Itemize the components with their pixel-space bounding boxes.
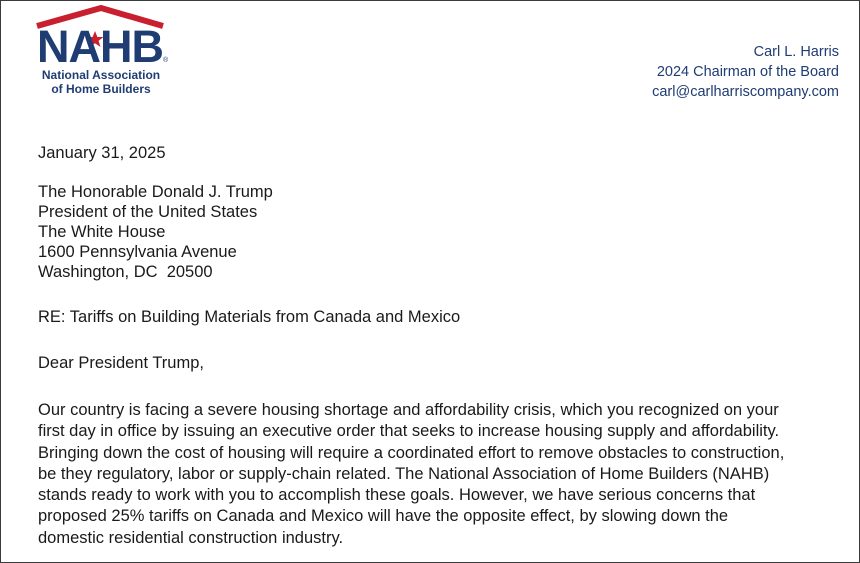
logo-tagline-line2: of Home Builders [51,82,151,96]
salutation: Dear President Trump, [38,354,204,372]
address-line: The White House [38,223,166,241]
address-line: President of the United States [38,203,258,221]
signer-block [652,42,839,102]
letter-date: January 31, 2025 [38,144,166,162]
paragraph-line: first day in office by issuing an executive order that seeks to increase housing supply and affordability. [38,422,780,441]
logo-tagline-line1: National Association [41,68,161,82]
signer-email: carl@carlharriscompany.com [652,84,839,100]
subject-line: RE: Tariffs on Building Materials from Canada and Mexico [38,308,461,326]
nahb-logo [35,5,175,97]
address-line: The Honorable Donald J. Trump [38,183,273,201]
registered-mark: ® [163,57,169,64]
address-line: 1600 Pennsylvania Avenue [38,243,237,261]
signer-title: 2024 Chairman of the Board [656,64,839,80]
logo-wordmark: NAHB [37,21,163,72]
body-paragraph [38,400,838,549]
paragraph-line: domestic residential construction industry. [38,528,344,547]
paragraph-line: Bringing down the cost of housing will require a coordinated effort to remove obstacles to construction, [38,443,785,462]
paragraph-line: proposed 25% tariffs on Canada and Mexico will have the opposite effect, by slowing down the [38,507,729,526]
paragraph-line: Our country is facing a severe housing shortage and affordability crisis, which you recognized on your [38,401,779,419]
signer-name: Carl L. Harris [753,44,839,60]
paragraph-line: be they regulatory, labor or supply-chain related. The National Association of Home Builders (NAHB) [38,464,770,483]
paragraph-line: stands ready to work with you to accomplish these goals. However, we have serious concerns that [38,486,756,505]
recipient-address [38,182,273,282]
address-line: Washington, DC 20500 [38,263,213,281]
